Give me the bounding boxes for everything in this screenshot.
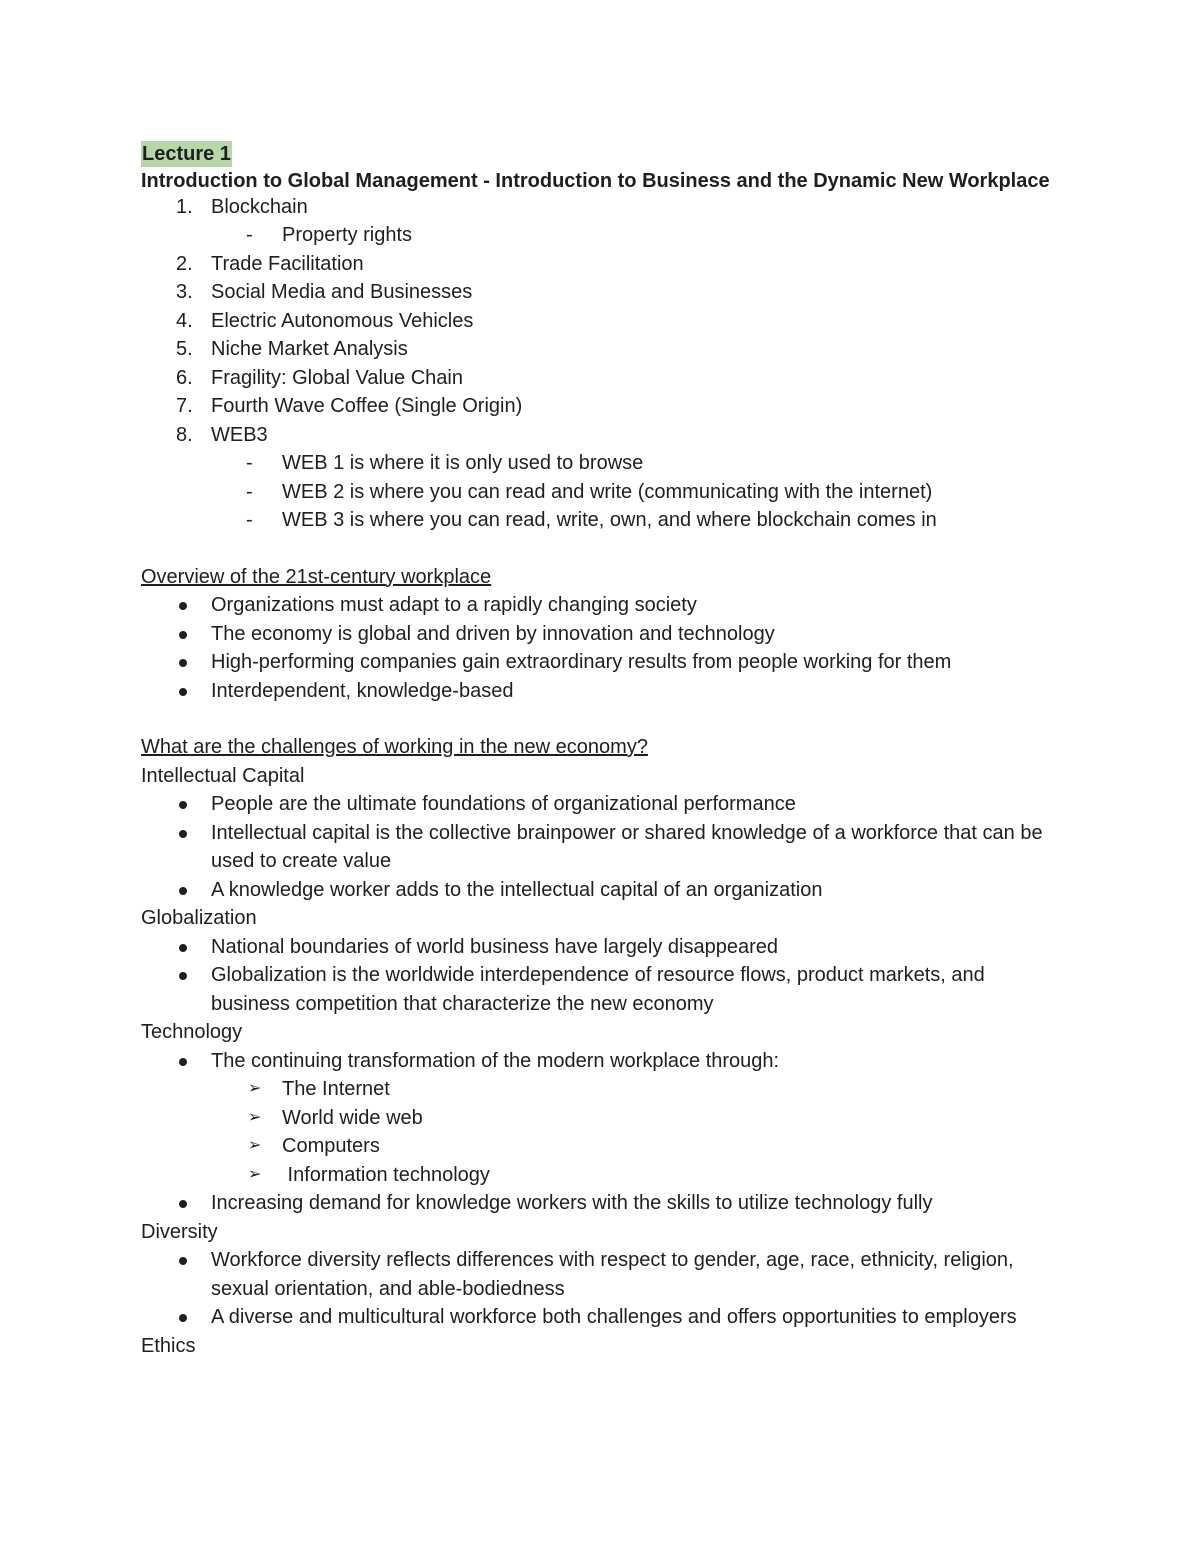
topic-item xyxy=(141,335,1061,364)
arrow-bullet-icon: ➢ xyxy=(248,1080,262,1097)
globalization-label: Globalization xyxy=(141,907,257,929)
topic-item xyxy=(141,278,1061,307)
list-item-text: Interdependent, knowledge-based xyxy=(211,679,514,702)
bullet-icon xyxy=(179,659,187,667)
spacer xyxy=(141,705,1061,733)
topic-text: Electric Autonomous Vehicles xyxy=(211,309,474,332)
technology-subitem-text: The Internet xyxy=(282,1078,390,1100)
list-item xyxy=(141,591,1061,620)
list-item-text: Workforce diversity reflects differences with respect to gender, age, race, ethnicity, religion, sexual orientation, and able-bodiedness xyxy=(211,1249,1014,1300)
dash-marker: - xyxy=(246,452,253,474)
list-item-text: A diverse and multicultural workforce both challenges and offers opportunities to employers xyxy=(211,1306,1017,1328)
bullet-icon xyxy=(179,830,187,838)
technology-subitem xyxy=(141,1132,1061,1161)
bullet-icon xyxy=(179,944,187,952)
list-item xyxy=(141,1303,1061,1332)
spacer xyxy=(141,535,1061,563)
list-item xyxy=(141,1047,1061,1076)
list-item xyxy=(141,1189,1061,1218)
technology-label: Technology xyxy=(141,1021,243,1043)
topic-text: Social Media and Businesses xyxy=(211,281,473,303)
topic-text: Niche Market Analysis xyxy=(211,338,408,360)
bullet-icon xyxy=(179,972,187,980)
globalization-list xyxy=(141,933,1061,1019)
topic-item xyxy=(141,250,1061,279)
technology-subitem-text: World wide web xyxy=(282,1106,423,1129)
dash-marker: - xyxy=(246,224,253,246)
topic-number: 6. xyxy=(176,366,193,389)
topic-number: 5. xyxy=(176,338,193,360)
topic-subitem-text: WEB 2 is where you can read and write (communicating with the internet) xyxy=(282,480,933,503)
topic-subitem xyxy=(141,449,1061,478)
document-title: Introduction to Global Management - Introduction to Business and the Dynamic New Workplace xyxy=(141,169,1050,192)
bullet-icon xyxy=(179,602,187,610)
dash-marker: - xyxy=(246,480,253,503)
overview-list xyxy=(141,591,1061,705)
technology-subitem xyxy=(141,1075,1061,1104)
bullet-icon xyxy=(179,1257,187,1265)
topic-subitem xyxy=(141,478,1061,507)
technology-subitem xyxy=(141,1161,1061,1190)
list-item-text: The economy is global and driven by innovation and technology xyxy=(211,622,775,645)
technology-subitem xyxy=(141,1104,1061,1133)
list-item xyxy=(141,819,1061,876)
list-item-text: Increasing demand for knowledge workers with the skills to utilize technology fully xyxy=(211,1192,933,1214)
topic-text: WEB3 xyxy=(211,423,268,446)
bullet-icon xyxy=(179,631,187,639)
topic-subitem xyxy=(141,506,1061,535)
list-item xyxy=(141,620,1061,649)
topic-number: 4. xyxy=(176,309,193,332)
document-page xyxy=(141,140,1061,1360)
topic-number: 8. xyxy=(176,423,193,446)
diversity-label: Diversity xyxy=(141,1220,218,1243)
list-item-text: Organizations must adapt to a rapidly changing society xyxy=(211,594,697,616)
topic-item xyxy=(141,307,1061,336)
list-item xyxy=(141,648,1061,677)
list-item xyxy=(141,876,1061,905)
list-item xyxy=(141,790,1061,819)
technology-subitem-text: Computers xyxy=(282,1135,380,1157)
list-item xyxy=(141,933,1061,962)
list-item-text: The continuing transformation of the modern workplace through: xyxy=(211,1049,780,1072)
list-item-text: National boundaries of world business have largely disappeared xyxy=(211,935,779,958)
topic-subitem-text: WEB 1 is where it is only used to browse xyxy=(282,452,644,474)
bullet-icon xyxy=(179,688,187,696)
intellectual-capital-label: Intellectual Capital xyxy=(141,764,305,787)
topic-text: Fragility: Global Value Chain xyxy=(211,366,463,389)
bullet-icon xyxy=(179,1058,187,1066)
topic-number: 1. xyxy=(176,195,193,218)
topic-subitem-text: WEB 3 is where you can read, write, own, and where blockchain comes in xyxy=(282,509,937,531)
bullet-icon xyxy=(179,1314,187,1322)
list-item xyxy=(141,677,1061,706)
topic-number: 7. xyxy=(176,395,193,417)
list-item-text: People are the ultimate foundations of organizational performance xyxy=(211,793,796,815)
list-item xyxy=(141,961,1061,1018)
arrow-bullet-icon: ➢ xyxy=(248,1137,262,1154)
topic-item xyxy=(141,392,1061,421)
lecture-label: Lecture 1 xyxy=(142,143,231,165)
lecture-label-line xyxy=(141,140,1061,169)
topic-subitem xyxy=(141,221,1061,250)
bullet-icon xyxy=(179,1200,187,1208)
topic-number: 2. xyxy=(176,252,193,275)
topic-item xyxy=(141,421,1061,450)
list-item-text: A knowledge worker adds to the intellectual capital of an organization xyxy=(211,878,823,901)
topic-text: Fourth Wave Coffee (Single Origin) xyxy=(211,395,523,417)
topic-subitem-text: Property rights xyxy=(282,224,413,246)
topic-item xyxy=(141,193,1061,222)
list-item-text: Intellectual capital is the collective brainpower or shared knowledge of a workforce that can be used to create value xyxy=(211,821,1043,872)
overview-heading: Overview of the 21st-century workplace xyxy=(141,565,492,588)
arrow-bullet-icon: ➢ xyxy=(248,1108,262,1126)
topic-item xyxy=(141,364,1061,393)
intellectual-capital-list xyxy=(141,790,1061,904)
list-item xyxy=(141,1246,1061,1303)
bullet-icon xyxy=(179,887,187,895)
arrow-bullet-icon: ➢ xyxy=(248,1165,262,1183)
topic-text: Blockchain xyxy=(211,195,308,218)
topic-number: 3. xyxy=(176,281,193,303)
challenges-heading: What are the challenges of working in the new economy? xyxy=(141,736,648,758)
bullet-icon xyxy=(179,801,187,809)
technology-subitem-text: Information technology xyxy=(282,1163,490,1186)
topic-text: Trade Facilitation xyxy=(211,252,364,275)
dash-marker: - xyxy=(246,509,253,531)
ethics-label: Ethics xyxy=(141,1334,196,1357)
diversity-list xyxy=(141,1246,1061,1332)
topic-list xyxy=(141,193,1061,535)
list-item-text: Globalization is the worldwide interdependence of resource flows, product markets, and business competition that characterize the new economy xyxy=(211,964,985,1015)
technology-list xyxy=(141,1047,1061,1218)
list-item-text: High-performing companies gain extraordinary results from people working for them xyxy=(211,651,952,673)
